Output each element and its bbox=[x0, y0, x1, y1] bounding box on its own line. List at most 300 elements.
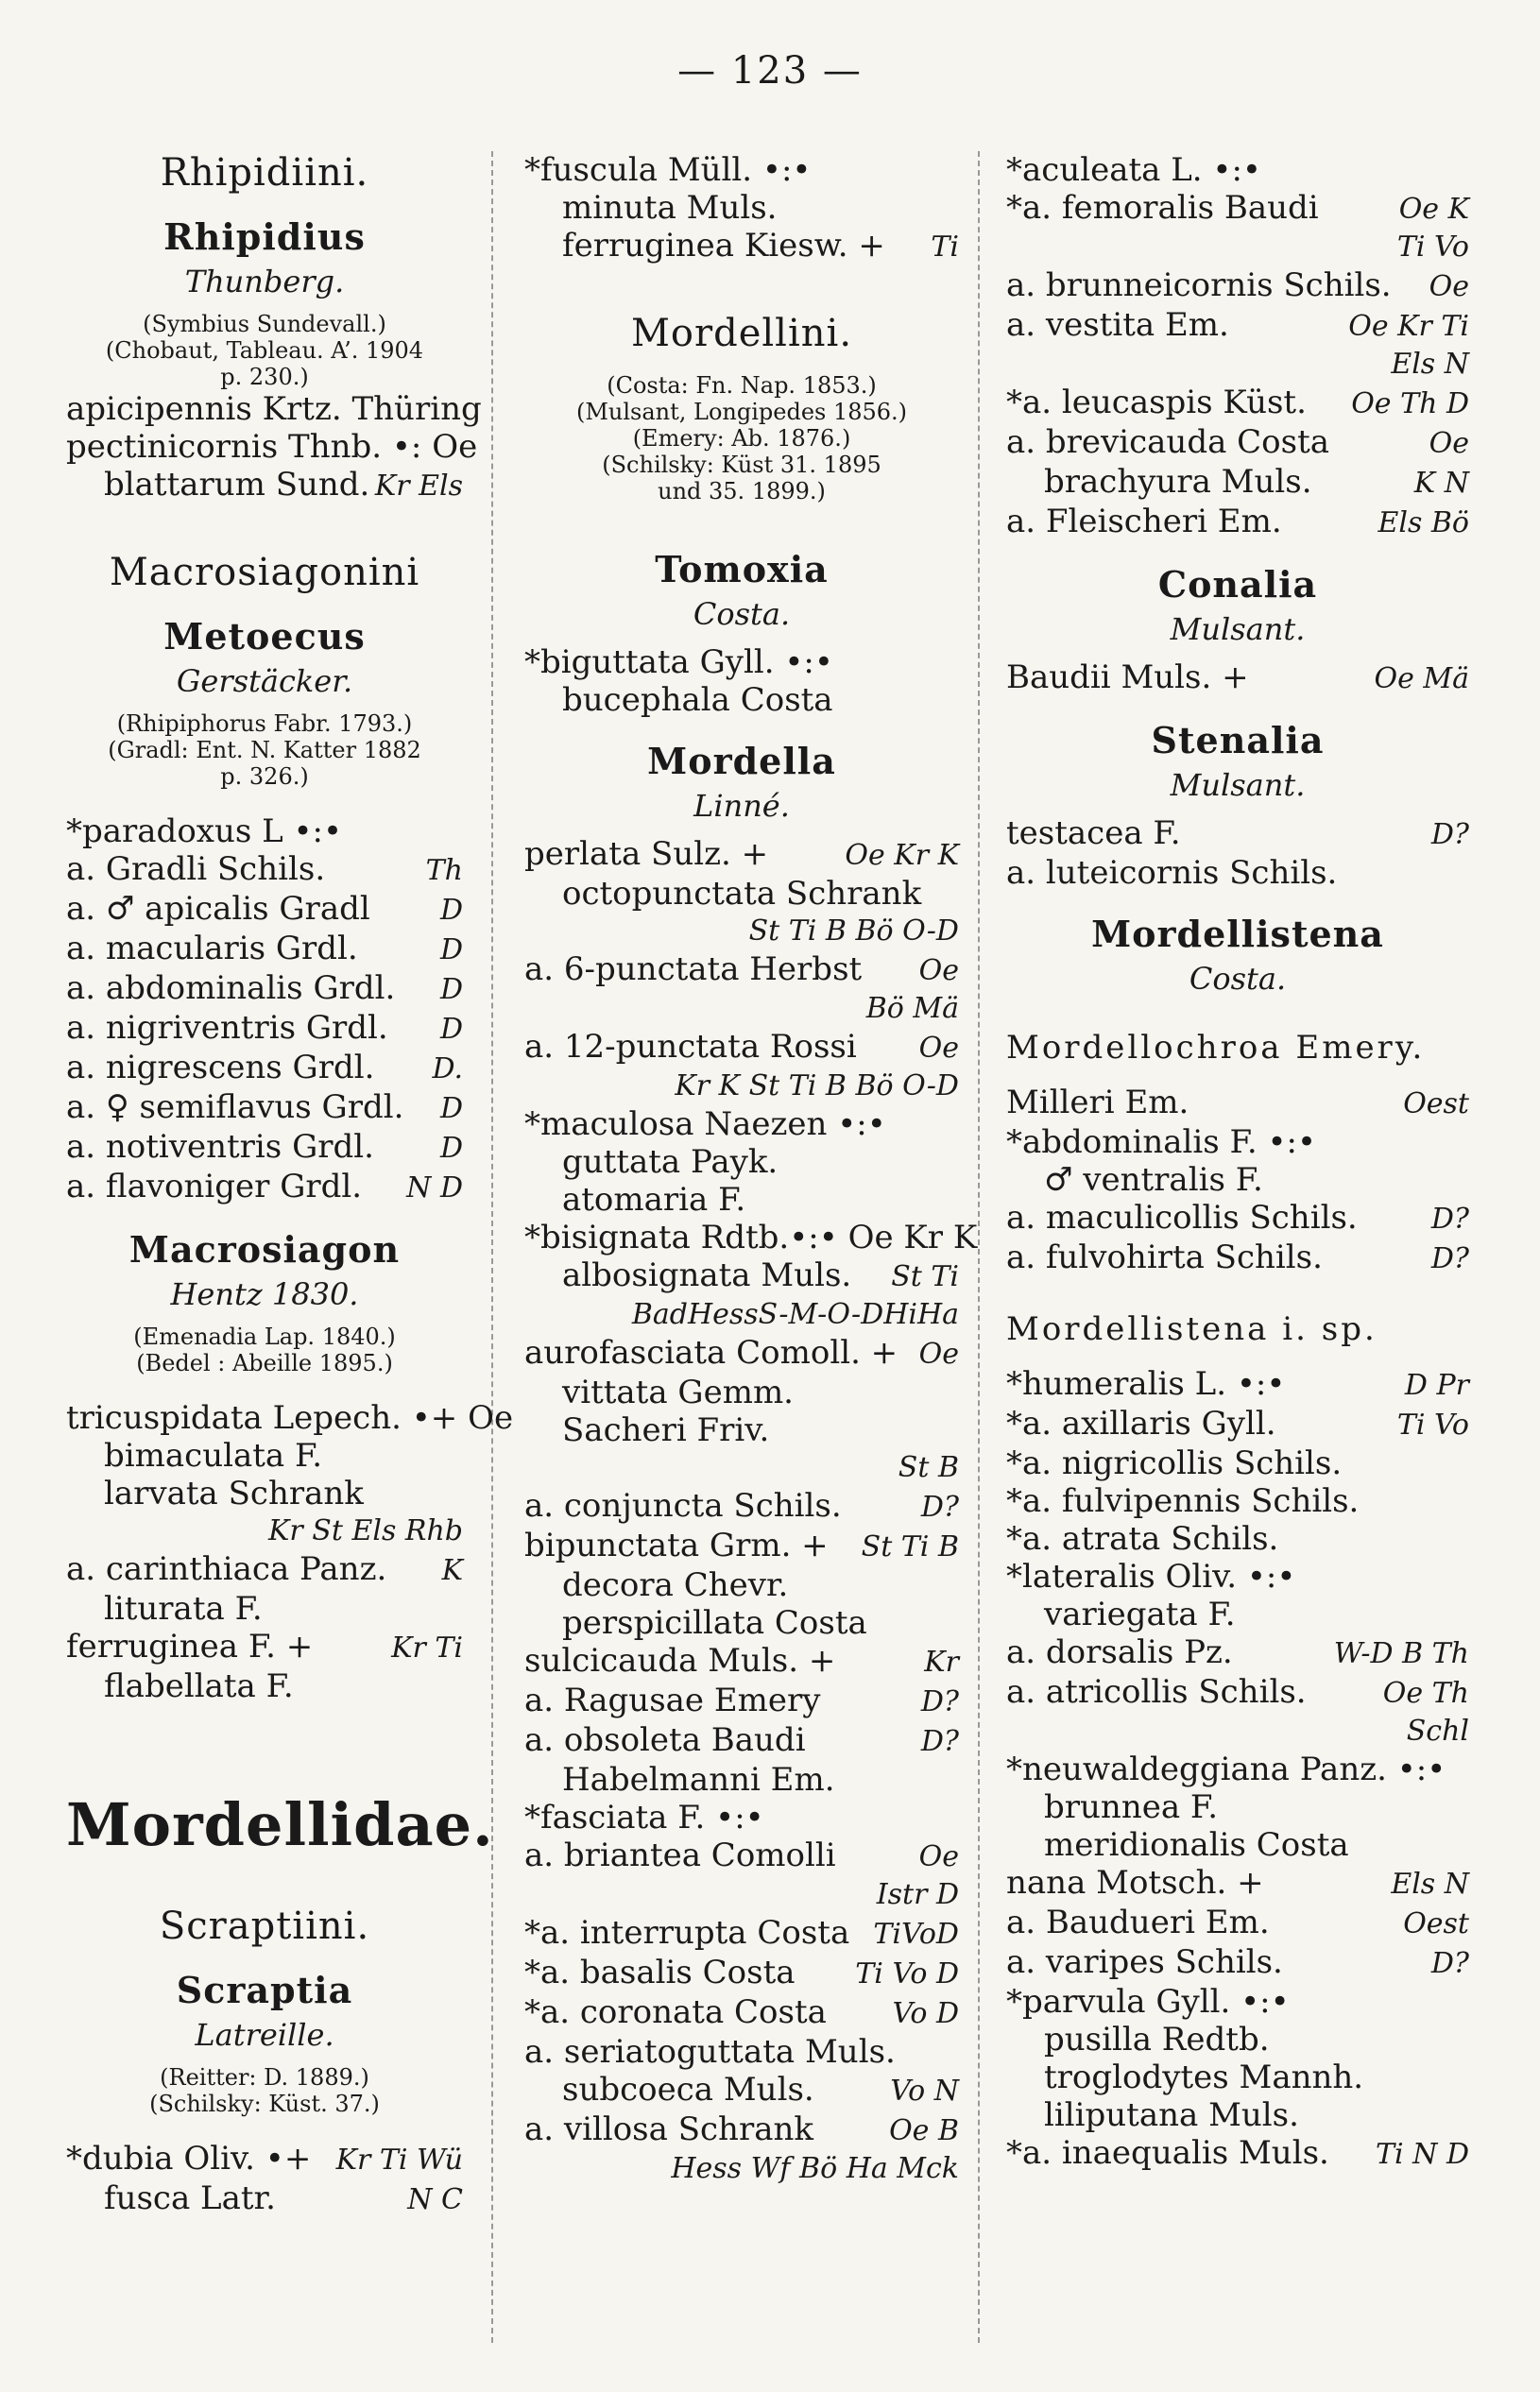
distribution: Bö Mä bbox=[865, 992, 959, 1025]
genus-heading: Mordella bbox=[647, 740, 836, 782]
distribution: Kr K St Ti B Bö O-D bbox=[675, 1069, 959, 1102]
reference-note: (Schilsky: Küst 31. 1895 bbox=[602, 452, 881, 478]
species-name: a. conjuncta Schils. bbox=[524, 1487, 842, 1525]
distribution: W-D B Th bbox=[1333, 1637, 1469, 1670]
species-name: vittata Gemm. bbox=[562, 1374, 794, 1411]
species-name: variegata F. bbox=[1044, 1596, 1236, 1633]
distribution: D bbox=[439, 973, 463, 1006]
species-entry bbox=[524, 2110, 959, 2150]
species-name: pectinicornis Thnb. •: Oe bbox=[66, 428, 478, 466]
species-name: *dubia Oliv. •+ bbox=[66, 2140, 312, 2178]
distribution: BadHessS-M-O-DHiHa bbox=[631, 1298, 959, 1331]
distribution: D? bbox=[1430, 1242, 1469, 1275]
distribution: St Ti B bbox=[861, 1530, 959, 1563]
species-entry bbox=[524, 2071, 959, 2110]
reference-note: (Bedel : Abeille 1895.) bbox=[136, 1350, 393, 1376]
reference-note: (Emenadia Lap. 1840.) bbox=[133, 1324, 396, 1350]
species-entry bbox=[1006, 2021, 1469, 2059]
distribution: Vo N bbox=[890, 2075, 959, 2108]
species-entry bbox=[524, 1642, 959, 1682]
species-name: *parvula Gyll. •:• bbox=[1006, 1983, 1290, 2021]
species-entry bbox=[524, 1682, 959, 1721]
species-entry bbox=[1006, 1161, 1469, 1199]
species-name: brachyura Muls. bbox=[1044, 463, 1312, 501]
species-name: liturata F. bbox=[104, 1590, 263, 1628]
species-entry bbox=[66, 1009, 463, 1049]
reference-note: (Chobaut, Tableau. A’. 1904 bbox=[105, 337, 424, 364]
genus-author: Hentz 1830. bbox=[170, 1276, 359, 1312]
genus-heading: Macrosiagon bbox=[128, 1228, 401, 1271]
species-entry bbox=[1006, 2134, 1469, 2174]
species-entry bbox=[524, 1876, 959, 1914]
distribution: Oe Th bbox=[1382, 1677, 1469, 1710]
genus-author: Gerstäcker. bbox=[176, 663, 353, 699]
species-name: a. Gradli Schils. bbox=[66, 850, 326, 888]
column-2 bbox=[524, 151, 978, 2188]
species-entry bbox=[66, 1628, 463, 1667]
reference-note: (Mulsant, Longipedes 1856.) bbox=[575, 399, 908, 425]
species-name: a. luteicornis Schils. bbox=[1006, 854, 1338, 892]
spacer bbox=[66, 790, 463, 812]
species-entry bbox=[1006, 1826, 1469, 1864]
reference-note: p. 326.) bbox=[220, 763, 309, 790]
species-name: bimaculata F. bbox=[104, 1437, 323, 1475]
species-name: a. nigriventris Grdl. bbox=[66, 1009, 388, 1047]
species-name: perlata Sulz. + bbox=[524, 835, 769, 873]
species-name: a. brevicauda Costa bbox=[1006, 423, 1330, 461]
species-name: a. briantea Comolli bbox=[524, 1837, 836, 1874]
species-entry bbox=[1006, 229, 1469, 266]
species-entry bbox=[66, 1590, 463, 1628]
species-name: testacea F. bbox=[1006, 814, 1181, 852]
distribution: Hess Wf Bö Ha Mck bbox=[671, 2152, 959, 2185]
species-entry bbox=[1006, 1904, 1469, 1943]
species-entry bbox=[1006, 1199, 1469, 1239]
reference-note: (Rhipiphorus Fabr. 1793.) bbox=[116, 710, 413, 737]
species-name: apicipennis Krtz. Thüring bbox=[66, 390, 482, 428]
species-name: fusca Latr. bbox=[104, 2179, 276, 2217]
distribution: Kr Ti bbox=[391, 1632, 463, 1665]
species-entry bbox=[524, 1411, 959, 1449]
species-name: sulcicauda Muls. + bbox=[524, 1642, 836, 1680]
reference-note: (Schilsky: Küst. 37.) bbox=[149, 2091, 380, 2117]
reference-note: (Costa: Fn. Nap. 1853.) bbox=[607, 372, 877, 399]
species-entry bbox=[66, 1128, 463, 1168]
genus-heading: Scraptia bbox=[176, 1969, 353, 2011]
species-name: *lateralis Oliv. •:• bbox=[1006, 1558, 1296, 1596]
distribution: Ti Vo bbox=[1396, 1409, 1469, 1442]
species-name: *bisignata Rdtb.•:• Oe Kr K bbox=[524, 1219, 978, 1256]
species-name: *aculeata L. •:• bbox=[1006, 151, 1261, 189]
reference-note: und 35. 1899.) bbox=[658, 478, 826, 504]
species-entry bbox=[1006, 2096, 1469, 2134]
distribution: D? bbox=[920, 1685, 959, 1718]
genus-author: Mulsant. bbox=[1170, 767, 1306, 803]
species-entry bbox=[1006, 151, 1469, 189]
distribution: TiVoD bbox=[873, 1918, 959, 1951]
species-entry bbox=[66, 1667, 463, 1705]
species-name: *a. coronata Costa bbox=[524, 1993, 827, 2031]
reference-note: p. 230.) bbox=[220, 364, 309, 390]
reference-note: (Symbius Sundevall.) bbox=[143, 311, 386, 337]
species-entry bbox=[524, 1566, 959, 1604]
species-name: a. brunneicornis Schils. bbox=[1006, 266, 1392, 304]
species-name: pusilla Redtb. bbox=[1044, 2021, 1270, 2059]
species-name: decora Chevr. bbox=[562, 1566, 789, 1604]
distribution: Oe bbox=[918, 954, 959, 987]
species-name: a. varipes Schils. bbox=[1006, 1943, 1283, 1981]
distribution: D? bbox=[1430, 818, 1469, 851]
species-name: Milleri Em. bbox=[1006, 1084, 1189, 1121]
species-name: subcoeca Muls. bbox=[562, 2071, 814, 2109]
species-entry bbox=[66, 969, 463, 1009]
species-entry bbox=[524, 1914, 959, 1954]
tribe-heading: Scraptiini. bbox=[159, 1905, 370, 1948]
column-1 bbox=[66, 151, 514, 2219]
species-entry bbox=[524, 643, 959, 681]
distribution: Kr Ti Wü bbox=[335, 2144, 463, 2177]
distribution: N D bbox=[406, 1171, 463, 1205]
distribution: Oe K bbox=[1398, 193, 1469, 226]
distribution: Oe Kr Ti bbox=[1348, 310, 1469, 343]
species-name: *a. inaequalis Muls. bbox=[1006, 2134, 1329, 2172]
species-name: Sacheri Friv. bbox=[562, 1411, 770, 1449]
species-entry bbox=[524, 227, 959, 266]
species-entry bbox=[524, 1527, 959, 1566]
species-entry bbox=[66, 466, 463, 505]
species-entry bbox=[1006, 1983, 1469, 2021]
species-entry bbox=[524, 1487, 959, 1527]
distribution: St Ti B Bö O-D bbox=[748, 914, 959, 948]
species-name: flabellata F. bbox=[104, 1667, 294, 1705]
spacer bbox=[524, 504, 959, 527]
species-name: bucephala Costa bbox=[562, 681, 833, 719]
species-entry bbox=[66, 890, 463, 930]
distribution: D bbox=[439, 894, 463, 927]
species-name: a. flavoniger Grdl. bbox=[66, 1168, 363, 1205]
reference-note: (Reitter: D. 1889.) bbox=[160, 2064, 369, 2091]
species-name: *a. axillaris Gyll. bbox=[1006, 1405, 1276, 1443]
species-name: liliputana Muls. bbox=[1044, 2096, 1299, 2134]
distribution: K N bbox=[1413, 467, 1469, 500]
distribution: Oest bbox=[1403, 1907, 1469, 1940]
species-entry bbox=[524, 1799, 959, 1837]
species-entry bbox=[524, 1143, 959, 1181]
species-entry bbox=[66, 428, 478, 466]
species-entry bbox=[524, 2150, 959, 2188]
species-entry bbox=[1006, 463, 1469, 503]
species-entry bbox=[1006, 1864, 1469, 1904]
species-name: a. obsoleta Baudi bbox=[524, 1721, 806, 1759]
distribution: Oe bbox=[918, 1338, 959, 1371]
species-name: ferruginea F. + bbox=[66, 1628, 314, 1666]
species-entry bbox=[66, 812, 463, 850]
subgenus-heading: Mordellistena i. sp. bbox=[1006, 1310, 1377, 1348]
species-name: tricuspidata Lepech. •+ Oe bbox=[66, 1399, 514, 1437]
species-entry bbox=[1006, 658, 1469, 698]
distribution: Oe Kr K bbox=[845, 839, 959, 872]
species-name: a. dorsalis Pz. bbox=[1006, 1633, 1233, 1671]
species-name: a. atricollis Schils. bbox=[1006, 1673, 1307, 1711]
distribution: Oest bbox=[1403, 1087, 1469, 1120]
species-entry bbox=[524, 189, 959, 227]
species-name: a. vestita Em. bbox=[1006, 306, 1229, 344]
genus-author: Costa. bbox=[693, 596, 791, 632]
species-name: a. fulvohirta Schils. bbox=[1006, 1239, 1323, 1276]
distribution: D Pr bbox=[1404, 1369, 1469, 1402]
species-name: a. carinthiaca Panz. bbox=[66, 1550, 387, 1588]
distribution: Ti bbox=[931, 231, 959, 264]
species-name: *a. interrupta Costa bbox=[524, 1914, 850, 1952]
species-entry bbox=[1006, 384, 1469, 423]
species-name: *a. leucaspis Küst. bbox=[1006, 384, 1307, 421]
distribution: D bbox=[439, 1132, 463, 1165]
species-entry bbox=[524, 1954, 959, 1993]
distribution: Els Bö bbox=[1377, 506, 1469, 539]
species-entry bbox=[1006, 1084, 1469, 1123]
distribution: Oe Th D bbox=[1351, 387, 1469, 420]
species-name: a. seriatoguttata Muls. bbox=[524, 2033, 896, 2071]
species-entry bbox=[524, 1256, 959, 1296]
species-entry bbox=[1006, 1482, 1469, 1520]
genus-author: Latreille. bbox=[195, 2017, 334, 2053]
distribution: Kr St Els Rhb bbox=[268, 1514, 463, 1547]
species-entry bbox=[66, 390, 482, 428]
species-entry bbox=[66, 1475, 463, 1512]
species-entry bbox=[66, 1049, 463, 1088]
species-entry bbox=[1006, 1713, 1469, 1751]
species-entry bbox=[524, 1604, 959, 1642]
distribution: D bbox=[439, 1013, 463, 1046]
genus-heading: Mordellistena bbox=[1091, 913, 1384, 955]
species-name: a. ♀ semiflavus Grdl. bbox=[66, 1088, 404, 1126]
genus-heading: Rhipidius bbox=[163, 215, 366, 258]
distribution: Els N bbox=[1391, 1868, 1469, 1901]
species-entry bbox=[524, 835, 959, 875]
species-entry bbox=[66, 1399, 514, 1437]
species-name: a. macularis Grdl. bbox=[66, 930, 358, 967]
species-name: larvata Schrank bbox=[104, 1475, 364, 1512]
species-name: bipunctata Grm. + bbox=[524, 1527, 829, 1564]
distribution: Ti Vo D bbox=[855, 1957, 959, 1990]
distribution: Oe bbox=[1429, 270, 1469, 303]
distribution: Oe Mä bbox=[1374, 662, 1469, 695]
distribution: K bbox=[441, 1554, 463, 1587]
species-entry bbox=[524, 1334, 959, 1374]
species-entry bbox=[524, 875, 959, 913]
species-name: a. Ragusae Emery bbox=[524, 1682, 821, 1719]
distribution: Istr D bbox=[876, 1878, 959, 1911]
species-name: aurofasciata Comoll. + bbox=[524, 1334, 898, 1372]
distribution: D? bbox=[1430, 1947, 1469, 1980]
species-entry bbox=[524, 1837, 959, 1876]
species-entry bbox=[1006, 266, 1469, 306]
tribe-heading: Rhipidiini. bbox=[160, 151, 369, 195]
species-entry bbox=[1006, 1558, 1469, 1596]
distribution: Els N bbox=[1391, 348, 1469, 381]
species-name: troglodytes Mannh. bbox=[1044, 2059, 1364, 2096]
spacer bbox=[66, 1376, 463, 1399]
column-3 bbox=[1006, 151, 1469, 2174]
page-number: — 123 — bbox=[677, 49, 863, 93]
species-name: a. Baudueri Em. bbox=[1006, 1904, 1270, 1941]
genus-author: Costa. bbox=[1189, 961, 1287, 997]
species-entry bbox=[524, 1449, 959, 1487]
species-entry bbox=[66, 1512, 463, 1550]
distribution: D bbox=[439, 1092, 463, 1125]
species-entry bbox=[66, 1088, 463, 1128]
species-name: guttata Payk. bbox=[562, 1143, 779, 1181]
genus-author: Mulsant. bbox=[1170, 611, 1306, 647]
species-entry bbox=[1006, 189, 1469, 229]
species-name: atomaria F. bbox=[562, 1181, 746, 1219]
genus-heading: Metoecus bbox=[163, 615, 366, 658]
species-entry bbox=[524, 151, 959, 189]
species-name: *neuwaldeggiana Panz. •:• bbox=[1006, 1751, 1446, 1788]
species-name: brunnea F. bbox=[1044, 1788, 1219, 1826]
species-name: *paradoxus L •:• bbox=[66, 812, 343, 850]
species-entry bbox=[1006, 2059, 1469, 2096]
species-name: ferruginea Kiesw. + bbox=[562, 227, 885, 265]
species-name: meridionalis Costa bbox=[1044, 1826, 1349, 1864]
species-name: *a. femoralis Baudi bbox=[1006, 189, 1319, 227]
distribution: Oe B bbox=[889, 2114, 959, 2147]
species-name: ♂ ventralis F. bbox=[1044, 1161, 1263, 1199]
species-entry bbox=[524, 1219, 978, 1256]
distribution: Oe bbox=[918, 1032, 959, 1065]
species-name: *maculosa Naezen •:• bbox=[524, 1105, 886, 1143]
reference-note: (Gradl: Ent. N. Katter 1882 bbox=[108, 737, 421, 763]
distribution: D? bbox=[920, 1725, 959, 1758]
species-entry bbox=[524, 990, 959, 1028]
species-name: *a. atrata Schils. bbox=[1006, 1520, 1279, 1558]
distribution: Ti Vo bbox=[1396, 231, 1469, 264]
species-entry bbox=[1006, 1365, 1469, 1405]
species-entry bbox=[524, 1296, 959, 1334]
distribution: Kr bbox=[924, 1646, 959, 1679]
species-entry bbox=[524, 1068, 959, 1105]
species-entry bbox=[66, 930, 463, 969]
species-name: a. notiventris Grdl. bbox=[66, 1128, 374, 1166]
species-name: a. 12-punctata Rossi bbox=[524, 1028, 857, 1066]
genus-author: Thunberg. bbox=[184, 264, 345, 299]
species-name: blattarum Sund. bbox=[104, 466, 370, 504]
species-name: a. nigrescens Grdl. bbox=[66, 1049, 375, 1086]
species-entry bbox=[524, 681, 959, 719]
species-entry bbox=[524, 950, 959, 990]
genus-heading: Tomoxia bbox=[655, 548, 829, 590]
distribution: Ti N D bbox=[1376, 2138, 1469, 2171]
species-name: a. Fleischeri Em. bbox=[1006, 503, 1282, 540]
species-name: a. abdominalis Grdl. bbox=[66, 969, 396, 1007]
species-name: octopunctata Schrank bbox=[562, 875, 922, 913]
species-name: *fasciata F. •:• bbox=[524, 1799, 764, 1837]
species-entry bbox=[1006, 1751, 1469, 1788]
species-entry bbox=[524, 1028, 959, 1068]
distribution: Oe bbox=[1429, 427, 1469, 460]
species-entry bbox=[1006, 423, 1469, 463]
column-divider bbox=[978, 151, 980, 2343]
species-entry bbox=[524, 2033, 959, 2071]
species-entry bbox=[1006, 1123, 1469, 1161]
distribution: Vo D bbox=[892, 1997, 959, 2030]
family-heading: Mordellidae. bbox=[66, 1790, 494, 1859]
species-entry bbox=[524, 1761, 959, 1799]
column-divider bbox=[491, 151, 493, 2343]
species-entry bbox=[66, 2179, 463, 2219]
species-name: albosignata Muls. bbox=[562, 1256, 852, 1294]
species-entry bbox=[1006, 306, 1469, 346]
reference-note: (Emery: Ab. 1876.) bbox=[632, 425, 851, 452]
species-entry bbox=[1006, 814, 1469, 854]
species-name: *abdominalis F. •:• bbox=[1006, 1123, 1317, 1161]
distribution: D. bbox=[432, 1052, 463, 1085]
species-entry bbox=[1006, 1520, 1469, 1558]
species-name: a. ♂ apicalis Gradl bbox=[66, 890, 370, 928]
subgenus-heading: Mordellochroa Emery. bbox=[1006, 1029, 1426, 1067]
distribution: Oe bbox=[918, 1840, 959, 1873]
species-entry bbox=[524, 1181, 959, 1219]
genus-author: Linné. bbox=[693, 788, 790, 824]
species-entry bbox=[1006, 1596, 1469, 1633]
distribution: Th bbox=[425, 854, 463, 887]
distribution: St Ti bbox=[891, 1260, 959, 1293]
distribution: N C bbox=[407, 2183, 463, 2216]
tribe-heading: Macrosiagonini bbox=[109, 551, 420, 594]
species-name: *a. nigricollis Schils. bbox=[1006, 1444, 1343, 1482]
species-name: *a. fulvipennis Schils. bbox=[1006, 1482, 1360, 1520]
distribution: D? bbox=[1430, 1203, 1469, 1236]
species-name: Habelmanni Em. bbox=[562, 1761, 835, 1799]
species-entry bbox=[66, 850, 463, 890]
tribe-heading: Mordellini. bbox=[630, 312, 853, 355]
species-entry bbox=[1006, 1405, 1469, 1444]
species-name: a. villosa Schrank bbox=[524, 2110, 813, 2148]
species-entry bbox=[524, 1721, 959, 1761]
species-entry bbox=[1006, 503, 1469, 542]
species-entry bbox=[66, 1168, 463, 1207]
spacer bbox=[66, 2117, 463, 2140]
species-entry bbox=[1006, 1239, 1469, 1278]
species-name: minuta Muls. bbox=[562, 189, 778, 227]
species-name: *a. basalis Costa bbox=[524, 1954, 796, 1991]
distribution: Kr Els bbox=[374, 470, 463, 503]
species-entry bbox=[1006, 1673, 1469, 1713]
distribution: D? bbox=[920, 1491, 959, 1524]
distribution: D bbox=[439, 933, 463, 966]
species-entry bbox=[66, 2140, 463, 2179]
species-name: a. 6-punctata Herbst bbox=[524, 950, 863, 988]
species-name: Baudii Muls. + bbox=[1006, 658, 1249, 696]
distribution: Schl bbox=[1406, 1715, 1469, 1748]
species-entry bbox=[1006, 1788, 1469, 1826]
species-entry bbox=[524, 1993, 959, 2033]
genus-heading: Stenalia bbox=[1151, 719, 1325, 761]
genus-heading: Conalia bbox=[1157, 563, 1318, 606]
species-entry bbox=[1006, 1633, 1469, 1673]
species-entry bbox=[1006, 854, 1469, 892]
distribution: St B bbox=[898, 1451, 959, 1484]
species-name: *fuscula Müll. •:• bbox=[524, 151, 812, 189]
species-entry bbox=[524, 1105, 959, 1143]
species-name: a. maculicollis Schils. bbox=[1006, 1199, 1358, 1237]
species-entry bbox=[524, 913, 959, 950]
species-entry bbox=[1006, 1943, 1469, 1983]
species-name: *humeralis L. •:• bbox=[1006, 1365, 1286, 1403]
species-entry bbox=[1006, 346, 1469, 384]
species-entry bbox=[66, 1437, 463, 1475]
species-entry bbox=[66, 1550, 463, 1590]
